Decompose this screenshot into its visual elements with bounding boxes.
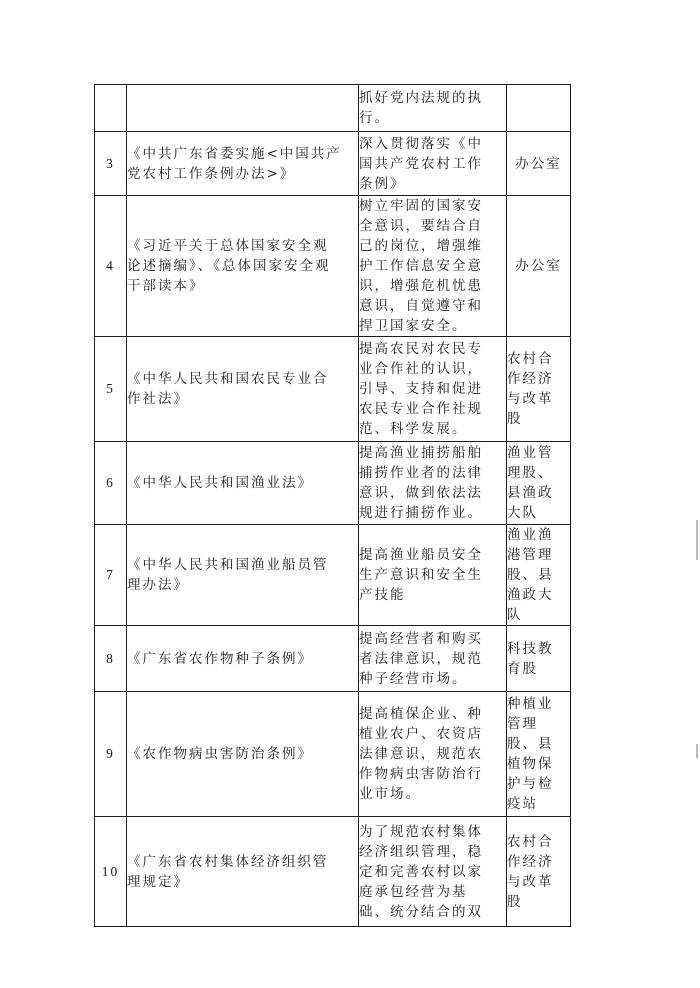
table-row — [95, 525, 571, 626]
table-row — [95, 442, 571, 525]
study-requirement: 提高渔业船员安全 生产意识和安全生 产技能 — [359, 525, 507, 626]
scan-edge-mark — [696, 744, 698, 758]
row-number: 10 — [95, 817, 127, 927]
regulation-name: 《中华人民共和国渔业法》 — [127, 442, 359, 525]
study-requirement: 提高经营者和购买 者法律意识，规范 种子经营市场。 — [359, 626, 507, 692]
study-requirement: 深入贯彻落实《中 国共产党农村工作 条例》 — [359, 132, 507, 196]
responsible-department — [507, 85, 571, 132]
regulation-name: 《广东省农村集体经济组织管 理规定》 — [127, 817, 359, 927]
row-number: 4 — [95, 196, 127, 337]
responsible-department: 渔业管 理股、 县渔政 大队 — [507, 442, 571, 525]
study-requirement: 提高农民对农民专 业合作社的认识， 引导、支持和促进 农民专业合作社规 范、科学发展。 — [359, 337, 507, 442]
table-row — [95, 85, 571, 132]
study-requirement: 抓好党内法规的执 行。 — [359, 85, 507, 132]
study-requirement: 树立牢固的国家安 全意识，要结合自 己的岗位，增强维 护工作信息安全意 识，增强危机忧患 意识，自觉遵守和 捍卫国家安全。 — [359, 196, 507, 337]
responsible-department: 农村合 作经济 与改革 股 — [507, 337, 571, 442]
regulations-table — [94, 84, 571, 927]
study-requirement: 为了规范农村集体 经济组织管理，稳 定和完善农村以家 庭承包经营为基 础、统分结合的双 — [359, 817, 507, 927]
table-row — [95, 626, 571, 692]
scan-edge-mark — [696, 520, 698, 560]
table-row — [95, 817, 571, 927]
row-number: 8 — [95, 626, 127, 692]
responsible-department: 种植业 管理 股、县 植物保 护与检 疫站 — [507, 692, 571, 817]
table-row — [95, 692, 571, 817]
responsible-department: 农村合 作经济 与改革 股 — [507, 817, 571, 927]
responsible-department: 科技教 育股 — [507, 626, 571, 692]
regulation-name: 《中华人民共和国农民专业合 作社法》 — [127, 337, 359, 442]
regulation-name: 《中共广东省委实施<中国共产 党农村工作条例办法>》 — [127, 132, 359, 196]
regulation-name: 《习近平关于总体国家安全观 论述摘编》、《总体国家安全观 干部读本》 — [127, 196, 359, 337]
table-row — [95, 196, 571, 337]
regulation-name: 《广东省农作物种子条例》 — [127, 626, 359, 692]
row-number: 3 — [95, 132, 127, 196]
table-row — [95, 337, 571, 442]
study-requirement: 提高植保企业、种 植业农户、农资店 法律意识，规范农 作物病虫害防治行 业市场。 — [359, 692, 507, 817]
table-row — [95, 132, 571, 196]
row-number: 6 — [95, 442, 127, 525]
study-requirement: 提高渔业捕捞船舶 捕捞作业者的法律 意识，做到依法法 规进行捕捞作业。 — [359, 442, 507, 525]
regulation-name: 《农作物病虫害防治条例》 — [127, 692, 359, 817]
regulation-name: 《中华人民共和国渔业船员管 理办法》 — [127, 525, 359, 626]
row-number: 5 — [95, 337, 127, 442]
responsible-department: 办公室 — [507, 132, 571, 196]
regulation-name — [127, 85, 359, 132]
row-number: 9 — [95, 692, 127, 817]
row-number — [95, 85, 127, 132]
row-number: 7 — [95, 525, 127, 626]
responsible-department: 办公室 — [507, 196, 571, 337]
responsible-department: 渔业渔 港管理 股、县 渔政大 队 — [507, 525, 571, 626]
